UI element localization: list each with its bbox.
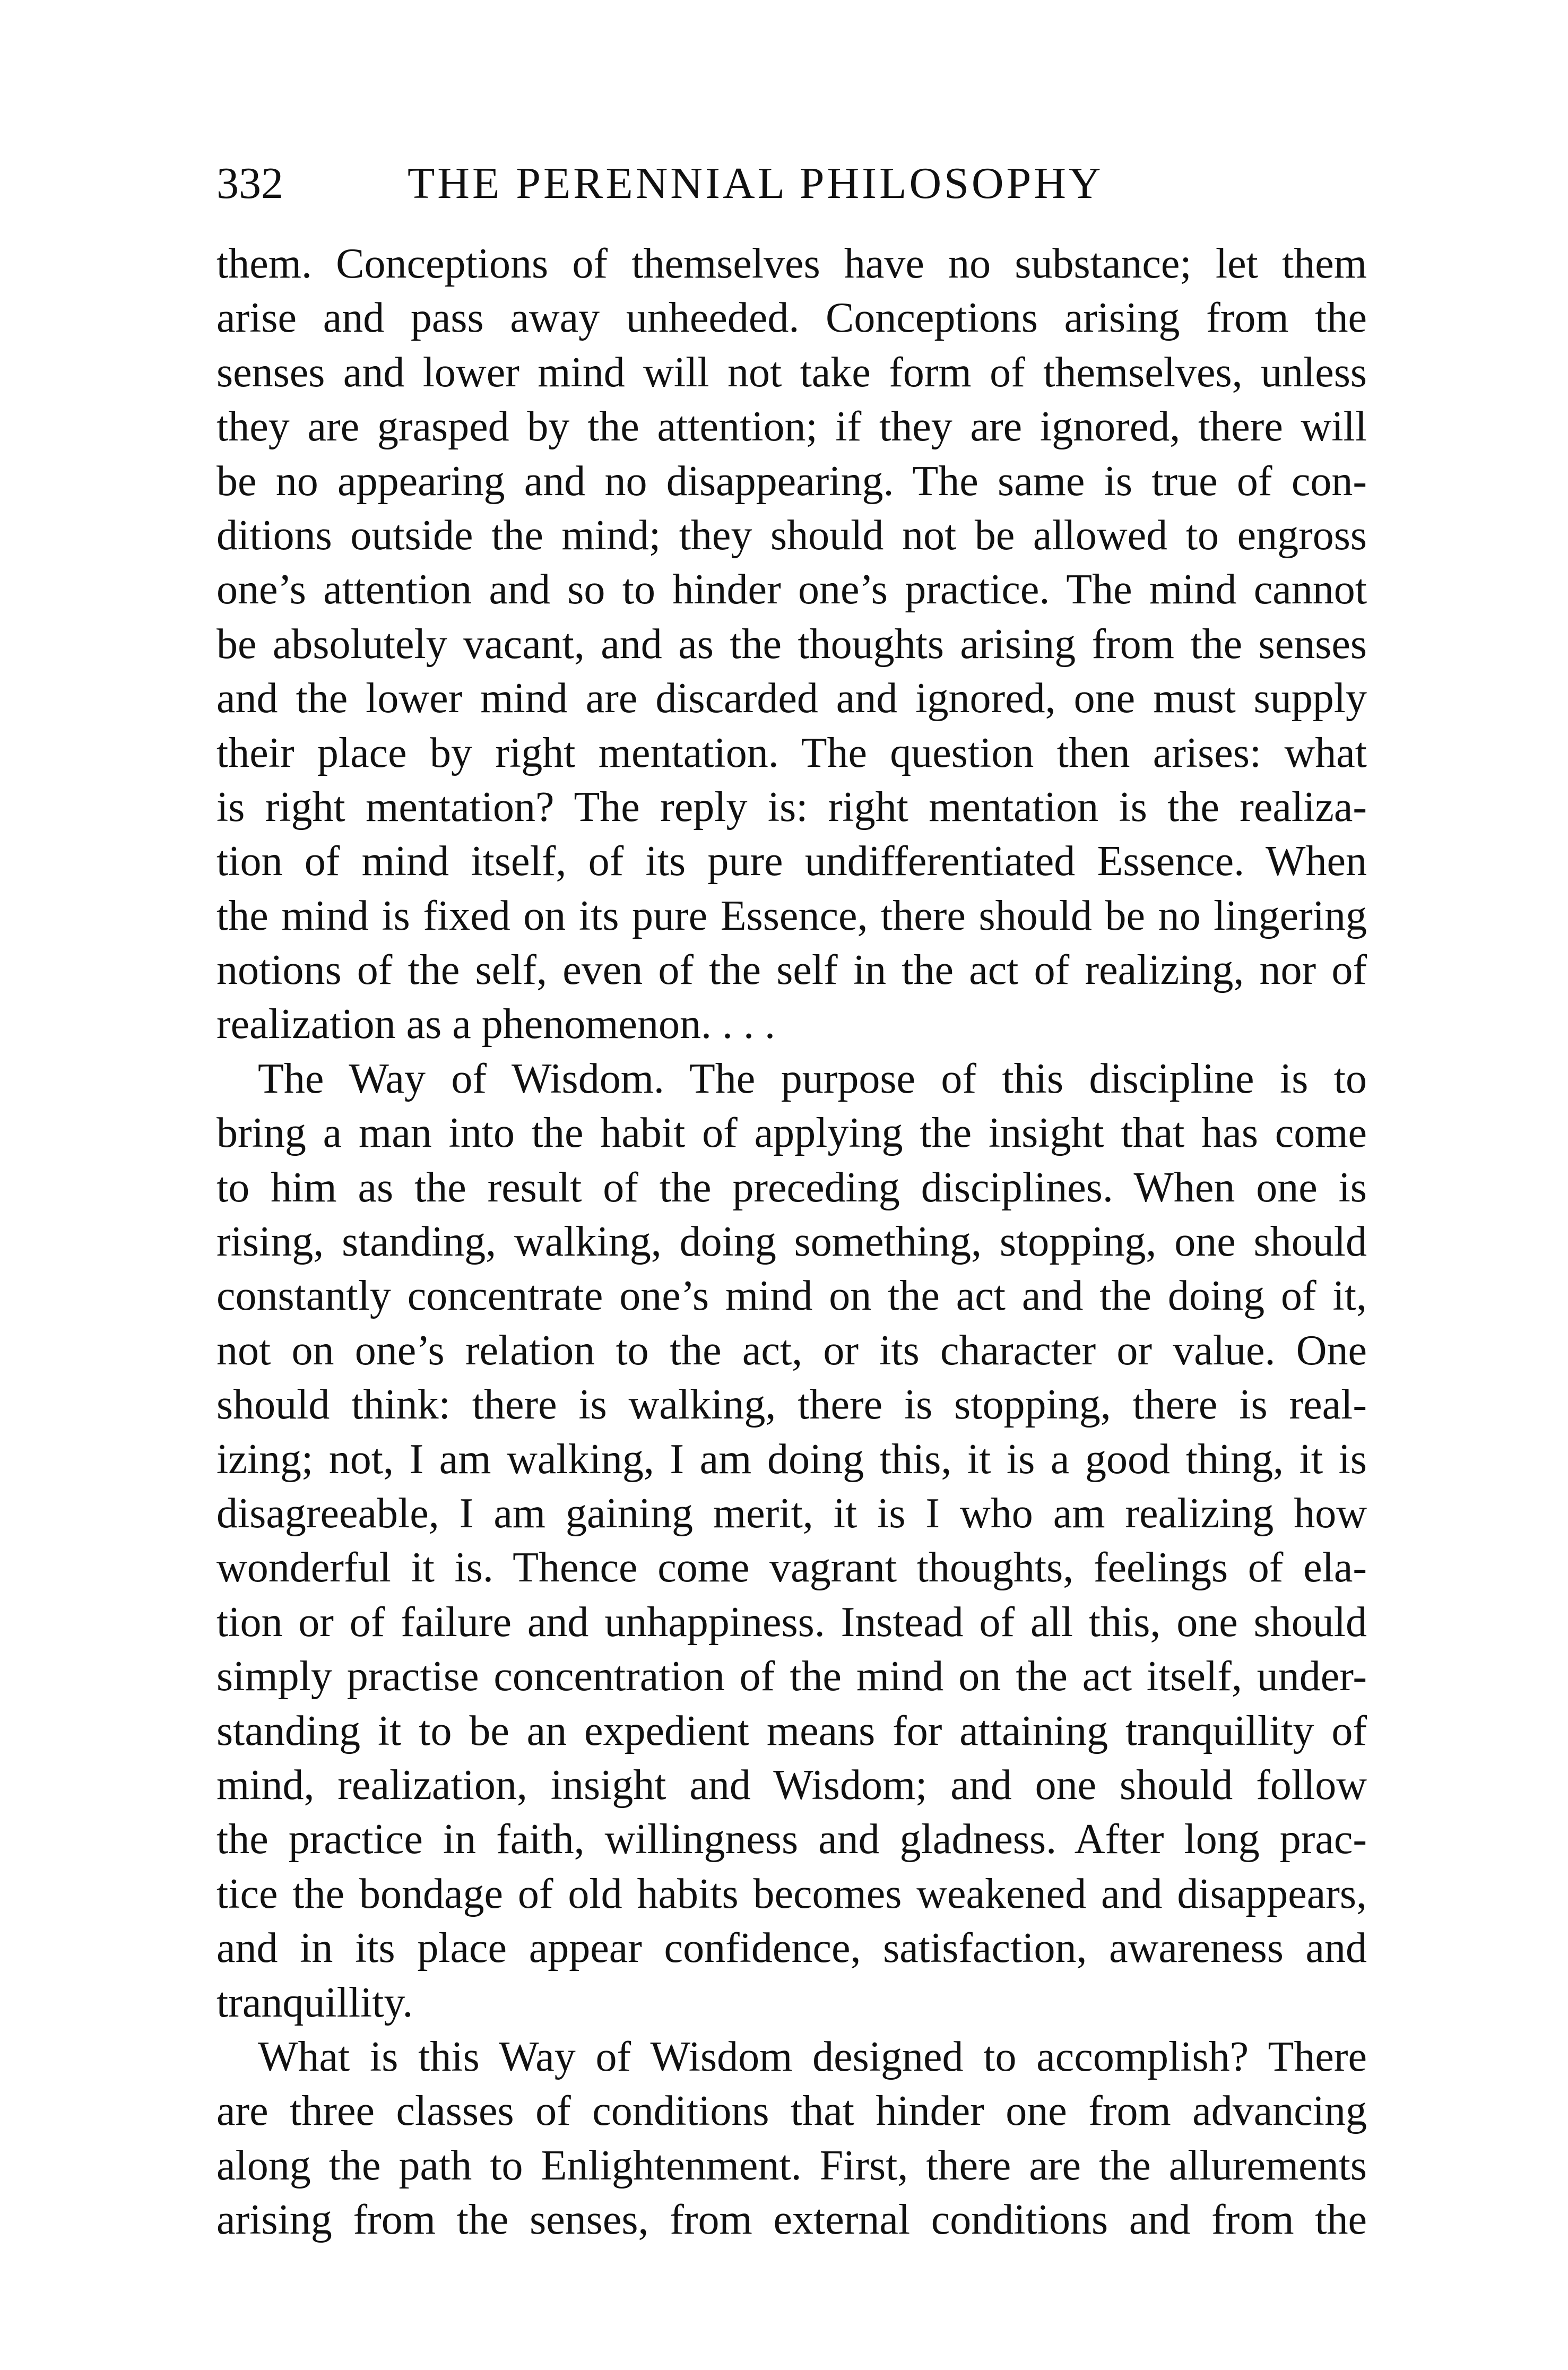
text-line: their place by right mentation. The question then arises: what xyxy=(216,729,1367,776)
text-line: them. Conceptions of themselves have no substance; let them xyxy=(216,240,1367,287)
text-line: bring a man into the habit of applying the insight that has come xyxy=(216,1110,1367,1157)
text-line: to him as the result of the preceding disciplines. When one is xyxy=(216,1164,1367,1211)
text-line: one’s attention and so to hinder one’s practice. The mind cannot xyxy=(216,566,1367,613)
text-line: tranquillity. xyxy=(216,1979,413,2026)
text-line: the practice in faith, willingness and gladness. After long prac- xyxy=(216,1816,1367,1863)
text-line: tion of mind itself, of its pure undifferentiated Essence. When xyxy=(216,838,1367,885)
body-text xyxy=(216,237,1367,2296)
text-line: realization as a phenomenon. . . . xyxy=(216,1001,775,1048)
running-head xyxy=(216,152,1379,215)
text-line: rising, standing, walking, doing something, stopping, one should xyxy=(216,1218,1367,1266)
text-line: and in its place appear confidence, satisfaction, awareness and xyxy=(216,1925,1367,1972)
text-line: standing it to be an expedient means for attaining tranquillity of xyxy=(216,1707,1367,1754)
text-line: constantly concentrate one’s mind on the act and the doing of it, xyxy=(216,1273,1367,1320)
text-line: be absolutely vacant, and as the thoughts arising from the senses xyxy=(216,620,1367,668)
text-line: tice the bondage of old habits becomes weakened and disappears, xyxy=(216,1870,1367,1917)
paragraph-3 xyxy=(216,2030,1367,2247)
text-line: tion or of failure and unhappiness. Instead of all this, one should xyxy=(216,1598,1367,1646)
text-line: arise and pass away unheeded. Conceptions arising from the xyxy=(216,295,1367,342)
text-line: should think: there is walking, there is stopping, there is real- xyxy=(216,1381,1367,1429)
text-line: is right mentation? The reply is: right mentation is the realiza- xyxy=(216,783,1367,831)
text-line: disagreeable, I am gaining merit, it is I who am realizing how xyxy=(216,1490,1367,1537)
page-number: 332 xyxy=(216,159,283,208)
text-line: be no appearing and no disappearing. The same is true of con- xyxy=(216,457,1367,505)
text-line: senses and lower mind will not take form of themselves, unless xyxy=(216,349,1367,396)
text-line: and the lower mind are discarded and ignored, one must supply xyxy=(216,675,1367,722)
text-line: not on one’s relation to the act, or its character or value. One xyxy=(216,1327,1367,1374)
paragraph-1 xyxy=(216,237,1367,1052)
text-line: are three classes of conditions that hinder one from advancing xyxy=(216,2088,1367,2135)
book-title: THE PERENNIAL PHILOSOPHY xyxy=(408,159,1104,208)
text-line: notions of the self, even of the self in the act of realizing, nor of xyxy=(216,947,1367,994)
text-line: mind, realization, insight and Wisdom; and one should follow xyxy=(216,1761,1367,1809)
paragraph-2 xyxy=(216,1052,1367,2030)
text-line: they are grasped by the attention; if they are ignored, there will xyxy=(216,403,1367,451)
text-line: arising from the senses, from external conditions and from the xyxy=(216,2196,1367,2244)
text-line: wonderful it is. Thence come vagrant thoughts, feelings of ela- xyxy=(216,1544,1367,1591)
text-line: The Way of Wisdom. The purpose of this discipline is to xyxy=(258,1055,1367,1102)
text-line: izing; not, I am walking, I am doing this, it is a good thing, it is xyxy=(216,1435,1367,1483)
text-line: simply practise concentration of the mind on the act itself, under- xyxy=(216,1653,1367,1700)
text-line: the mind is fixed on its pure Essence, there should be no lingering xyxy=(216,892,1367,939)
text-line: along the path to Enlightenment. First, there are the allurements xyxy=(216,2142,1367,2189)
text-line: What is this Way of Wisdom designed to accomplish? There xyxy=(258,2033,1367,2080)
text-line: ditions outside the mind; they should not be allowed to engross xyxy=(216,512,1367,559)
